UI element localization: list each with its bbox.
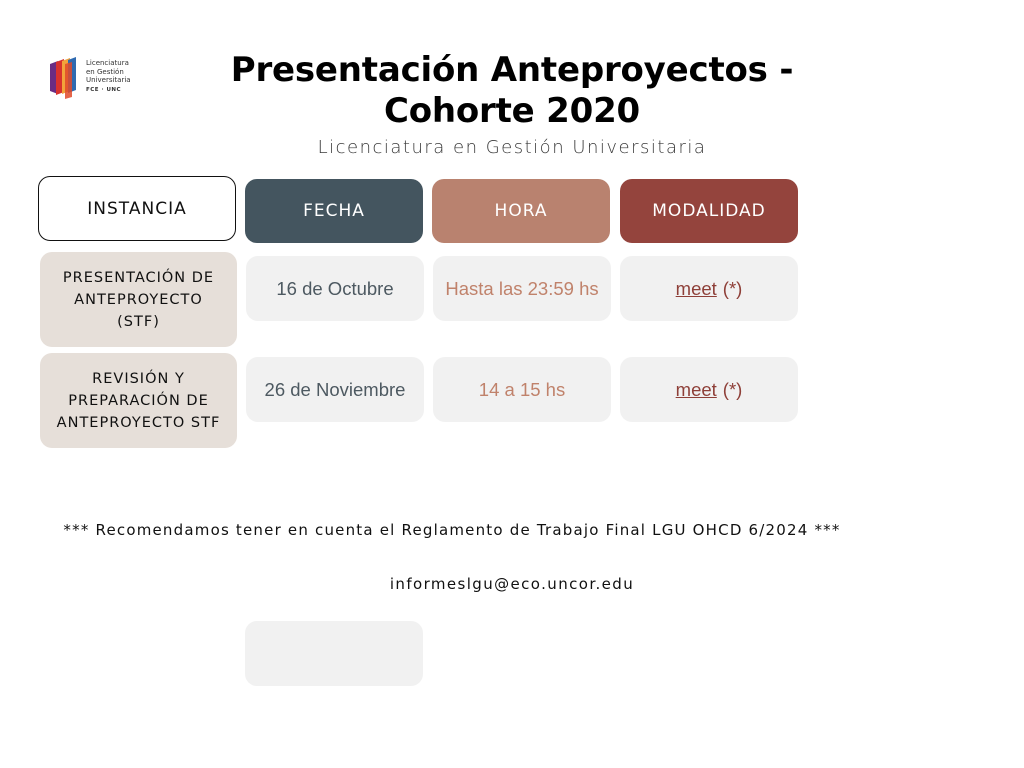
row-2-fecha: 26 de Noviembre (246, 357, 424, 422)
page-subtitle: Licenciatura en Gestión Universitaria (317, 137, 707, 158)
row-2-instancia (40, 353, 237, 448)
empty-cell (245, 621, 423, 686)
title-line-2: Cohorte 2020 (383, 91, 641, 131)
logo-line: en Gestión (86, 67, 124, 76)
column-header-instancia: INSTANCIA (38, 176, 236, 241)
meet-link[interactable]: meet (675, 277, 717, 299)
instancia-line: (STF) (117, 313, 160, 330)
logo-line: Universitaria (86, 76, 131, 84)
column-header-hora: HORA (432, 179, 610, 243)
row-1-hora: Hasta las 23:59 hs (433, 256, 611, 321)
row-1-instancia (40, 252, 237, 347)
column-header-fecha: FECHA (245, 179, 423, 243)
instancia-line: REVISIÓN Y (92, 370, 185, 387)
modalidad-note: (*) (722, 277, 743, 299)
meet-link[interactable]: meet (675, 378, 717, 400)
modalidad-note: (*) (722, 378, 743, 400)
instancia-line: PREPARACIÓN DE (68, 392, 209, 409)
recommendation-note: *** Recomendamos tener en cuenta el Reglamento de Trabajo Final LGU OHCD 6/2024 *** (63, 521, 841, 539)
row-2-modalidad (620, 357, 798, 422)
row-1-modalidad (620, 256, 798, 321)
logo-text (86, 59, 131, 94)
title-line-1: Presentación Anteproyectos - (230, 50, 794, 90)
row-1-fecha: 16 de Octubre (246, 256, 424, 321)
column-header-modalidad: MODALIDAD (620, 179, 798, 243)
logo (48, 56, 148, 100)
books-logo-icon (48, 56, 82, 100)
instancia-line: ANTEPROYECTO (74, 291, 203, 308)
contact-email[interactable]: informeslgu@eco.uncor.edu (389, 575, 635, 593)
logo-sub: FCE · UNC (86, 86, 122, 93)
instancia-line: ANTEPROYECTO STF (56, 414, 221, 431)
instancia-line: PRESENTACIÓN DE (62, 269, 215, 286)
page-title (200, 50, 824, 132)
logo-line: Licenciatura (86, 59, 129, 67)
row-2-hora: 14 a 15 hs (433, 357, 611, 422)
